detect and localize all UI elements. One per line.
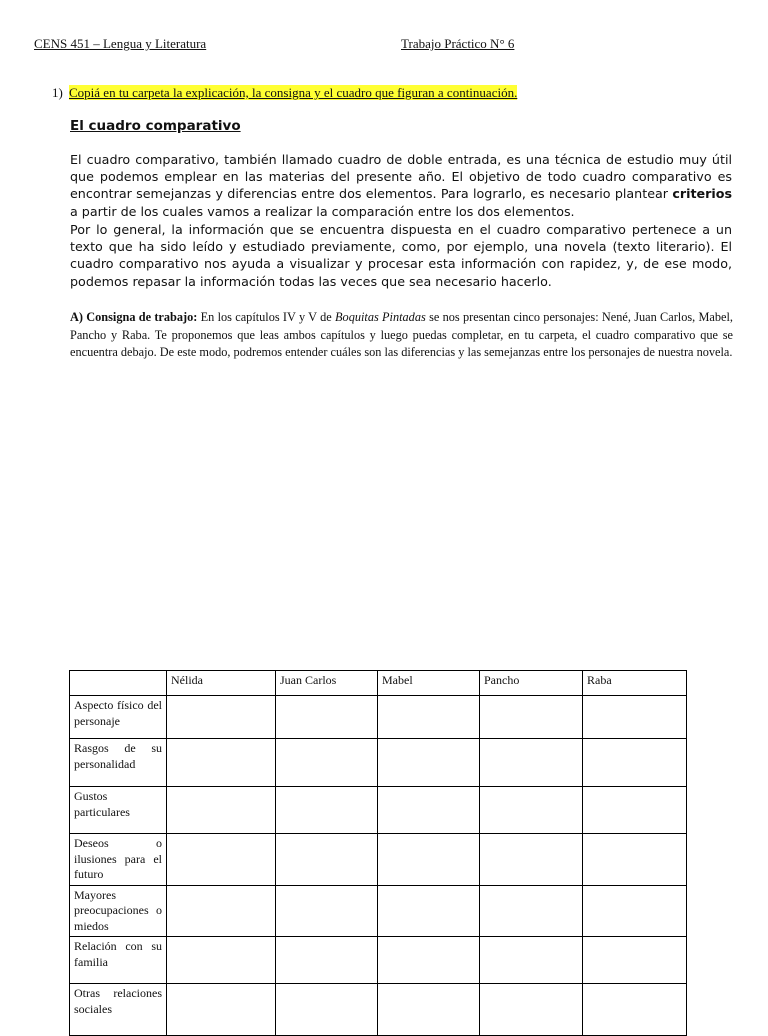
table-cell [583, 696, 687, 739]
table-cell [276, 885, 378, 937]
row-label-deseos: Deseos o ilusiones para el futuro [70, 834, 167, 886]
table-row [70, 696, 687, 739]
table-row [70, 885, 687, 937]
table-cell [167, 834, 276, 886]
table-cell [378, 885, 480, 937]
table-cell [583, 937, 687, 984]
table-header-row [70, 671, 687, 696]
table-cell [167, 984, 276, 1036]
header-cell-raba: Raba [583, 671, 687, 696]
header-cell-juan-carlos: Juan Carlos [276, 671, 378, 696]
header-cell-empty [70, 671, 167, 696]
table-cell [276, 937, 378, 984]
row-label-familia: Relación con su familia [70, 937, 167, 984]
row-label-aspecto-fisico: Aspecto físico del personaje [70, 696, 167, 739]
table-cell [583, 984, 687, 1036]
assignment-title: Trabajo Práctico N° 6 [401, 36, 515, 51]
table-cell [276, 834, 378, 886]
section-title: El cuadro comparativo [70, 118, 241, 134]
instruction-item [52, 85, 517, 101]
table-cell [167, 885, 276, 937]
table-cell [480, 885, 583, 937]
table-row [70, 937, 687, 984]
comparison-table [69, 670, 687, 1036]
table-cell [480, 834, 583, 886]
table-cell [378, 696, 480, 739]
p1-text-after: a partir de los cuales vamos a realizar la comparación entre los dos elementos. [70, 203, 575, 219]
table-row [70, 834, 687, 886]
table-cell [480, 696, 583, 739]
table-cell [167, 787, 276, 834]
table-row [70, 739, 687, 787]
table-cell [276, 984, 378, 1036]
row-label-rasgos-personalidad: Rasgos de su personalidad [70, 739, 167, 787]
table-cell [378, 787, 480, 834]
book-title: Boquitas Pintadas [335, 310, 426, 324]
table-cell [378, 984, 480, 1036]
explanation-paragraph-1 [70, 151, 732, 220]
table-cell [378, 937, 480, 984]
table-row [70, 787, 687, 834]
page-header [34, 36, 734, 56]
header-cell-pancho: Pancho [480, 671, 583, 696]
table-cell [583, 787, 687, 834]
table-cell [276, 696, 378, 739]
consigna-text-before: En los capítulos IV y V de [197, 310, 336, 324]
header-cell-mabel: Mabel [378, 671, 480, 696]
consigna-text-after: se nos presentan cinco personajes: Nené, Juan Carlos, Mabel, Pancho y Raba. Te proponemos que leas ambos capítulos y luego puedas completar, en tu carpeta, el cuadro comparativo que se encuentra debajo. De este modo, podremos entender cuáles son las diferencias y las semejanzas entre los personajes de nuestra novela. [70, 310, 733, 360]
table-cell [583, 885, 687, 937]
table-cell [480, 984, 583, 1036]
p1-bold-term: criterios [672, 186, 732, 202]
header-cell-nelida: Nélida [167, 671, 276, 696]
table-cell [480, 787, 583, 834]
table-cell [167, 696, 276, 739]
row-label-preocupaciones: Mayores preocupaciones o miedos [70, 885, 167, 937]
table-cell [167, 739, 276, 787]
course-title: CENS 451 – Lengua y Literatura [34, 36, 207, 51]
table-cell [378, 739, 480, 787]
table-cell [583, 739, 687, 787]
row-label-gustos: Gustos particulares [70, 787, 167, 834]
item-number: 1) [52, 85, 63, 100]
consigna-paragraph [70, 309, 733, 362]
table-cell [276, 787, 378, 834]
table-cell [480, 937, 583, 984]
table-cell [480, 739, 583, 787]
table-cell [378, 834, 480, 886]
table-cell [583, 834, 687, 886]
p1-text-before: El cuadro comparativo, también llamado cuadro de doble entrada, es una técnica de estudio muy útil que podemos emplear en las materias del presente año. El objetivo de todo cuadro comparativo es encontrar semejanzas y diferencias entre dos elementos. Para lograrlo, es necesario plantear [70, 152, 732, 202]
consigna-label: A) Consigna de trabajo: [70, 310, 198, 324]
table-row [70, 984, 687, 1036]
explanation-paragraph-2: Por lo general, la información que se encuentra dispuesta en el cuadro comparativo pertenece a un texto que ha sido leído y estudiado previamente, como, por ejemplo, una novela (texto literario). El cuadro comparativo nos ayuda a visualizar y procesar esta información con rapidez, y, de ese modo, podemos repasar la información todas las veces que sea necesario hacerlo. [70, 222, 732, 289]
table-cell [167, 937, 276, 984]
table-cell [276, 739, 378, 787]
highlighted-instruction: Copiá en tu carpeta la explicación, la consigna y el cuadro que figuran a continuación. [69, 85, 518, 100]
row-label-otras-relaciones: Otras relaciones sociales [70, 984, 167, 1036]
